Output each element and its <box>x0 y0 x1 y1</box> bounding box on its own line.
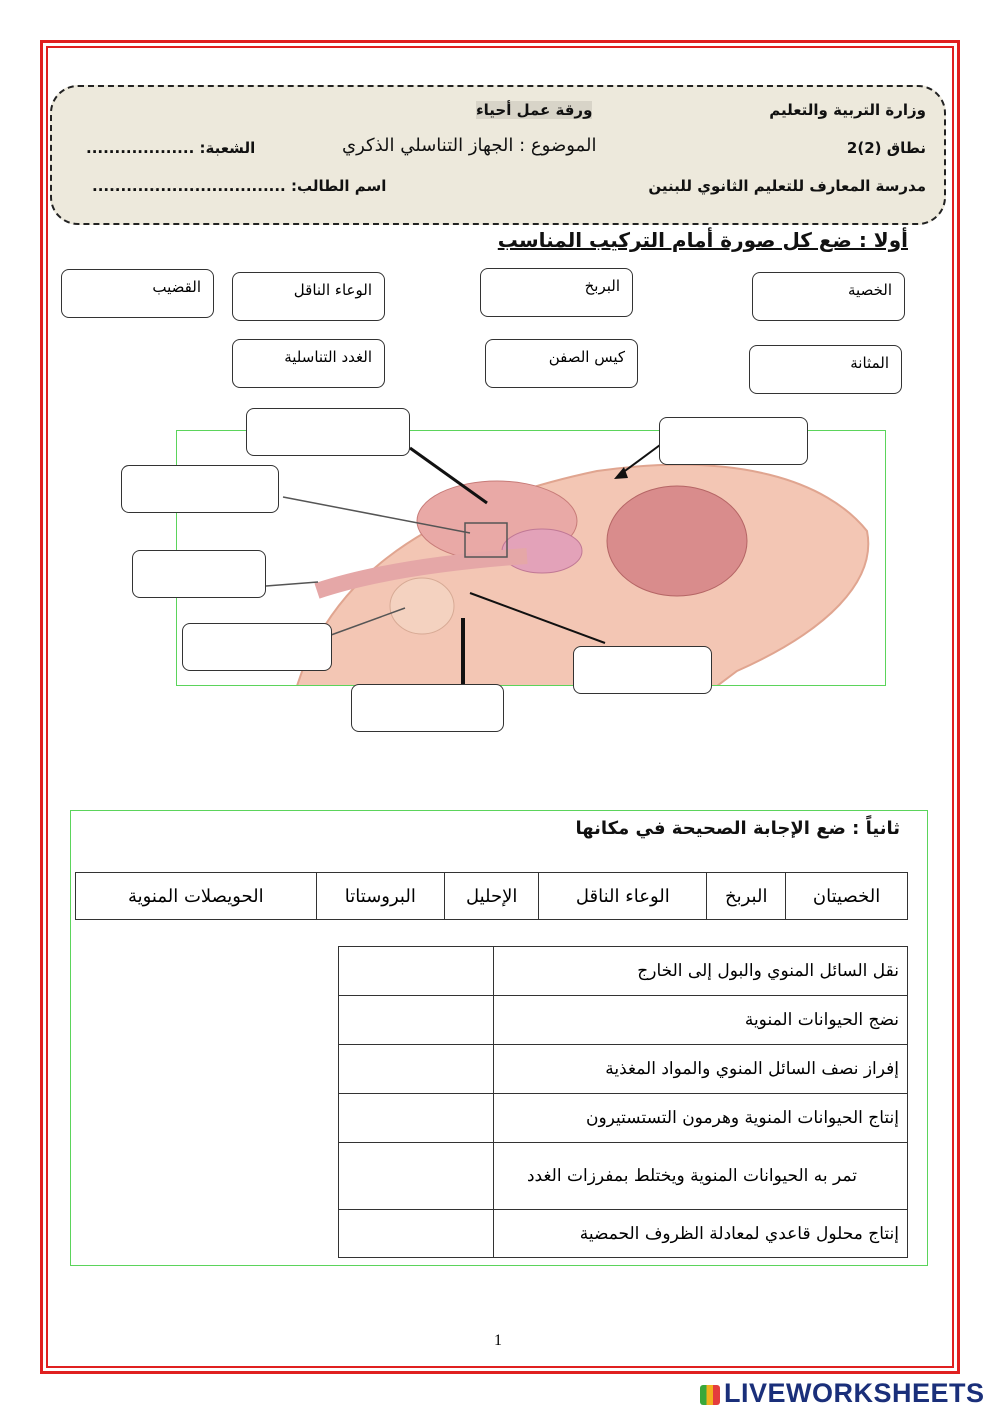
liveworksheets-logo <box>700 1378 985 1409</box>
option-urethra[interactable]: الإحليل <box>445 873 539 920</box>
school-label: مدرسة المعارف للتعليم الثانوي للبنين <box>648 177 926 195</box>
organ-shape-e <box>390 578 454 634</box>
word-epididymis[interactable]: البربخ <box>480 268 633 317</box>
diagram-blank-6[interactable] <box>573 646 712 694</box>
worksheet-header <box>50 85 946 225</box>
diagram-blank-1[interactable] <box>246 408 410 456</box>
word-bladder[interactable]: المثانة <box>749 345 902 394</box>
logo-text: LIVEWORKSHEETS <box>724 1378 985 1408</box>
scope-label: نطاق (2)2 <box>846 139 926 157</box>
word-vas-deferens[interactable]: الوعاء الناقل <box>232 272 385 321</box>
question-text: إفراز نصف السائل المنوي والمواد المغذية <box>494 1045 908 1094</box>
word-scrotum[interactable]: كيس الصفن <box>485 339 638 388</box>
diagram-blank-3[interactable] <box>132 550 266 598</box>
options-table <box>75 872 908 920</box>
part1-title: أولا : ضع كل صورة أمام التركيب المناسب <box>497 228 908 252</box>
answer-cell[interactable] <box>339 1210 494 1258</box>
option-seminal-vesicles[interactable]: الحويصلات المنوية <box>76 873 317 920</box>
page-number: 1 <box>494 1332 502 1349</box>
worksheet-title: ورقة عمل أحياء <box>476 101 593 119</box>
answer-cell[interactable] <box>339 996 494 1045</box>
questions-table <box>338 946 908 1258</box>
student-name-field[interactable]: اسم الطالب: .................................. <box>92 177 387 195</box>
word-glands[interactable]: الغدد التناسلية <box>232 339 385 388</box>
section-field[interactable]: الشعبة: ................... <box>86 139 256 157</box>
part2-title: ثانياً : ضع الإجابة الصحيحة في مكانها <box>575 818 900 839</box>
organ-shape-b <box>607 486 747 596</box>
question-text: تمر به الحيوانات المنوية ويختلط بمفرزات الغدد <box>494 1143 908 1210</box>
question-text: إنتاج محلول قاعدي لمعادلة الظروف الحمضية <box>494 1210 908 1258</box>
question-text: نضج الحيوانات المنوية <box>494 996 908 1045</box>
option-epididymis[interactable]: البربخ <box>707 873 786 920</box>
diagram-blank-5[interactable] <box>351 684 504 732</box>
option-vas-deferens[interactable]: الوعاء الناقل <box>539 873 707 920</box>
word-penis[interactable]: القضيب <box>61 269 214 318</box>
word-testis[interactable]: الخصية <box>752 272 905 321</box>
answer-cell[interactable] <box>339 1045 494 1094</box>
diagram-blank-2[interactable] <box>121 465 279 513</box>
option-prostate[interactable]: البروستاتا <box>316 873 444 920</box>
diagram-blank-7[interactable] <box>659 417 808 465</box>
logo-icon <box>700 1385 720 1405</box>
answer-cell[interactable] <box>339 1094 494 1143</box>
diagram-blank-4[interactable] <box>182 623 332 671</box>
topic-label: الموضوع : الجهاز التناسلي الذكري <box>342 135 597 156</box>
question-text: نقل السائل المنوي والبول إلى الخارج <box>494 947 908 996</box>
option-testes[interactable]: الخصيتان <box>786 873 908 920</box>
question-text: إنتاج الحيوانات المنوية وهرمون التستستيرون <box>494 1094 908 1143</box>
answer-cell[interactable] <box>339 947 494 996</box>
ministry-label: وزارة التربية والتعليم <box>769 101 926 119</box>
answer-cell[interactable] <box>339 1143 494 1210</box>
